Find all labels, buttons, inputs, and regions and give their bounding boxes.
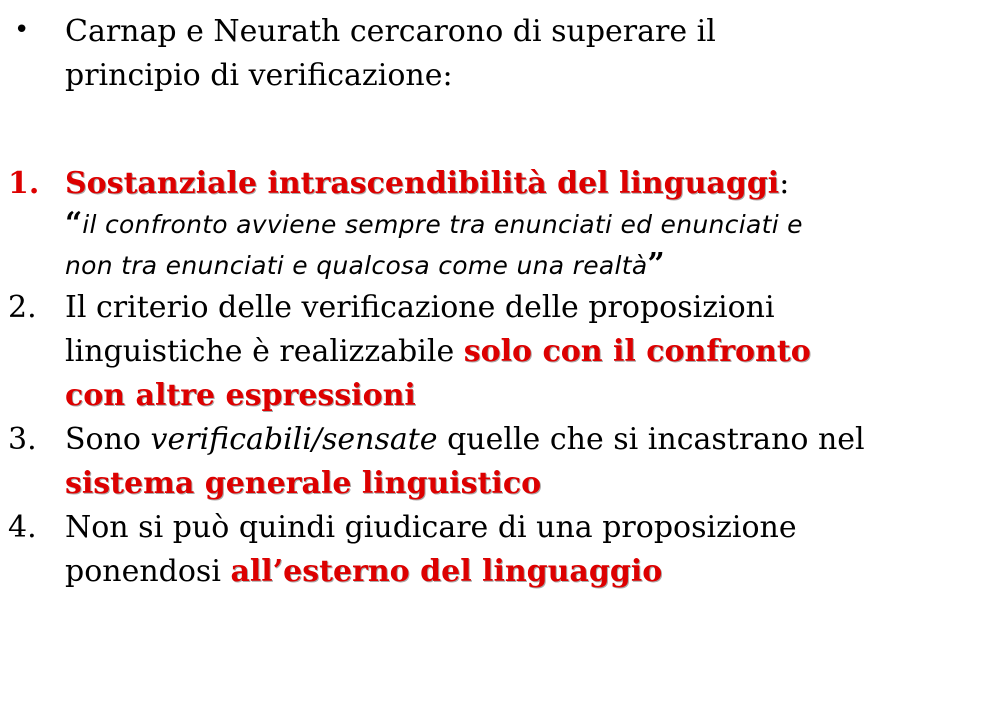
list-item-2	[0, 286, 880, 418]
italic-text: verificabili/sensate	[150, 422, 438, 457]
bullet-icon: •	[14, 15, 30, 45]
quote-text: il confronto avviene sempre tra enunciati ed enunciati e non tra enunciati e qualcosa come una realtà	[65, 210, 803, 280]
highlight-text: sistema generale linguistico	[65, 466, 542, 501]
list-item-1	[0, 164, 825, 286]
list-number: 3.	[8, 422, 37, 457]
list-item-4	[0, 506, 880, 594]
body-text: Non si può quindi giudicare di una proposizione ponendosi	[65, 510, 797, 589]
highlight-text: Sostanziale intrascendibilità del linguaggi	[65, 166, 780, 201]
colon-text: :	[779, 166, 790, 201]
body-text: Sono	[65, 422, 151, 457]
body-text: Il criterio delle verificazione delle proposizioni linguistiche è realizzabile	[65, 290, 775, 369]
close-quote: ”	[647, 247, 665, 282]
highlight-text: solo con il confronto con altre espressioni	[65, 334, 811, 413]
list-number: 2.	[8, 290, 37, 325]
list-item-3	[0, 418, 880, 506]
body-text: quelle che si incastrano nel	[437, 422, 865, 457]
intro-bullet-point	[14, 10, 794, 98]
open-quote: “	[65, 206, 83, 241]
list-number: 1.	[8, 166, 40, 201]
intro-text: Carnap e Neurath cercarono di superare il principio di verificazione:	[65, 14, 716, 93]
list-number: 4.	[8, 510, 37, 545]
highlight-text: all’esterno del linguaggio	[230, 554, 663, 589]
numbered-list	[0, 164, 880, 594]
